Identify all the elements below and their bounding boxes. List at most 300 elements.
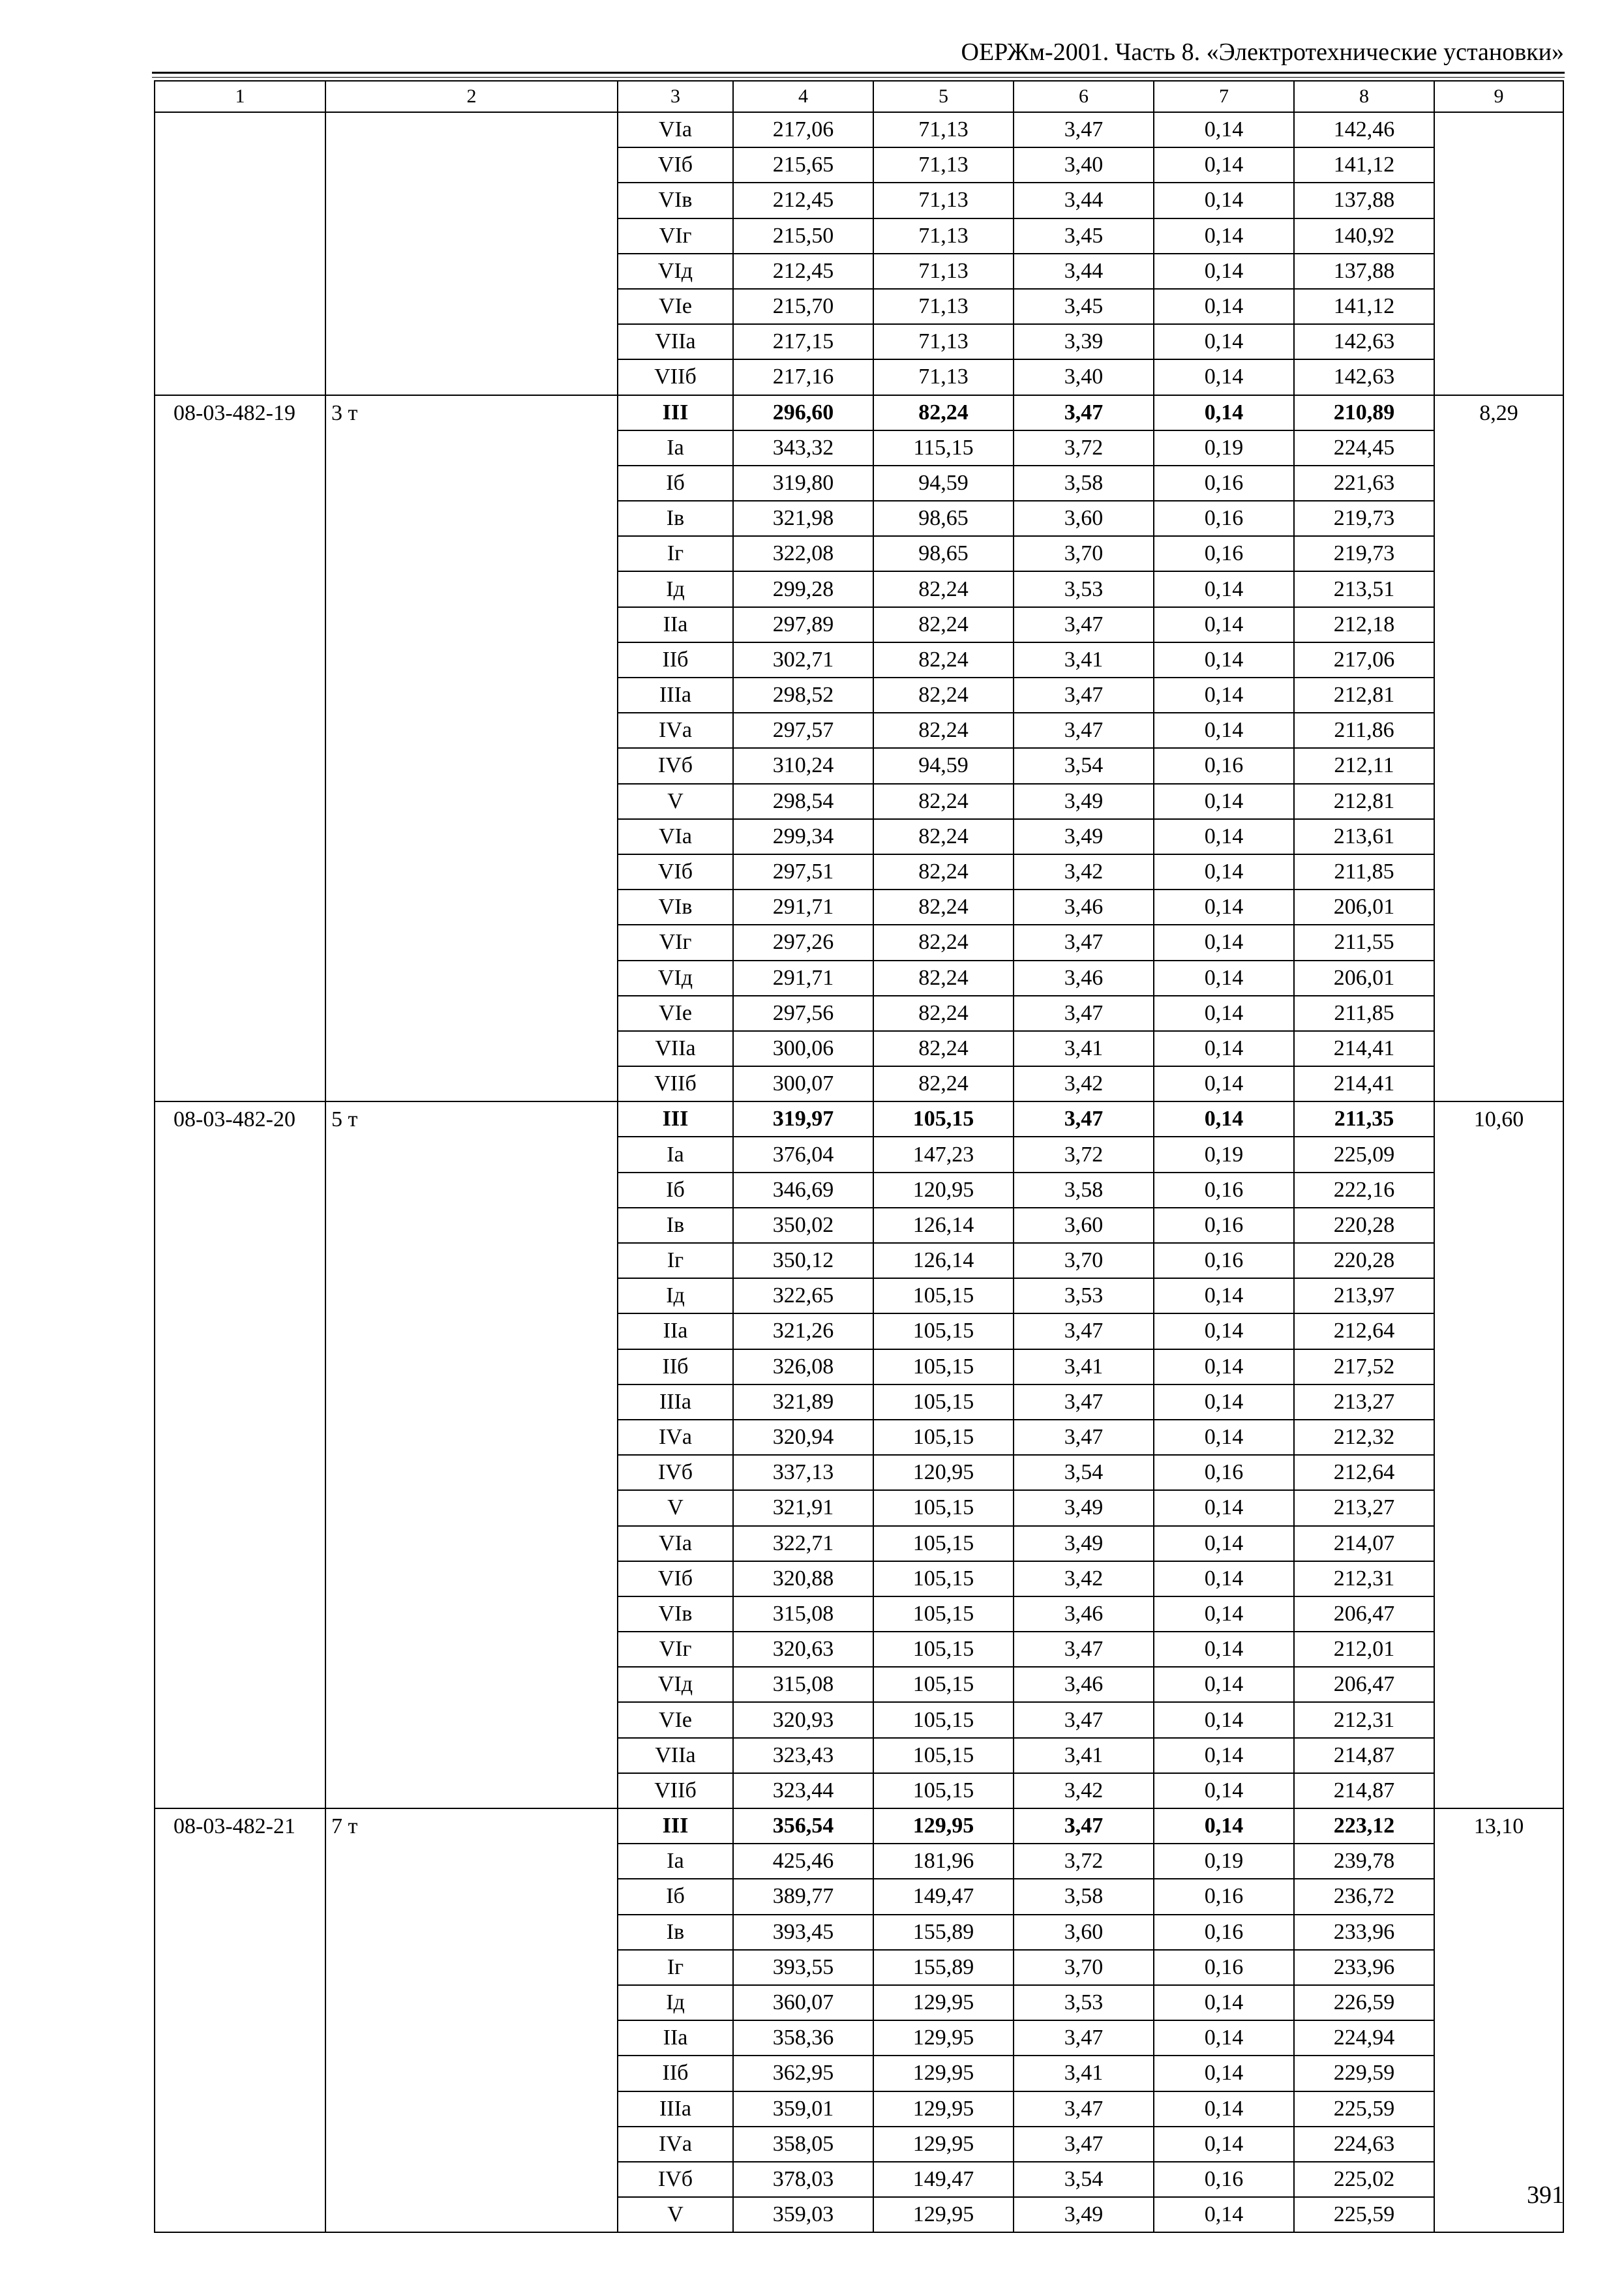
wage-cell: 82,24 xyxy=(873,607,1014,642)
material-cell: 211,35 xyxy=(1294,1101,1434,1137)
zone-cell: Iв xyxy=(618,1915,733,1950)
zone-cell: IIа xyxy=(618,1313,733,1349)
operator-wage-cell: 0,14 xyxy=(1154,1031,1294,1066)
zone-cell: IVа xyxy=(618,2127,733,2162)
base-price-cell: 291,71 xyxy=(733,890,873,925)
page-number: 391 xyxy=(1527,2181,1564,2209)
machine-cell: 3,70 xyxy=(1014,536,1154,571)
wage-cell: 129,95 xyxy=(873,1985,1014,2020)
zone-cell: VIв xyxy=(618,183,733,218)
base-price-cell: 297,57 xyxy=(733,713,873,748)
machine-cell: 3,47 xyxy=(1014,1420,1154,1455)
operator-wage-cell: 0,14 xyxy=(1154,890,1294,925)
zone-cell: Iб xyxy=(618,1879,733,1914)
wage-cell: 82,24 xyxy=(873,925,1014,960)
machine-cell: 3,60 xyxy=(1014,1915,1154,1950)
material-cell: 210,89 xyxy=(1294,395,1434,430)
rate-code-cell: 08-03-482-19 xyxy=(155,395,325,1102)
operator-wage-cell: 0,14 xyxy=(1154,183,1294,218)
base-price-cell: 378,03 xyxy=(733,2162,873,2197)
wage-cell: 82,24 xyxy=(873,571,1014,606)
header-rule-thick xyxy=(152,72,1565,74)
operator-wage-cell: 0,19 xyxy=(1154,430,1294,466)
material-cell: 211,85 xyxy=(1294,854,1434,890)
wage-cell: 126,14 xyxy=(873,1243,1014,1278)
zone-cell: VIIа xyxy=(618,324,733,359)
rate-code-cell: 08-03-482-21 xyxy=(155,1808,325,2232)
machine-cell: 3,42 xyxy=(1014,1561,1154,1596)
wage-cell: 181,96 xyxy=(873,1844,1014,1879)
material-cell: 141,12 xyxy=(1294,289,1434,324)
wage-cell: 82,24 xyxy=(873,395,1014,430)
zone-cell: Iб xyxy=(618,466,733,501)
material-cell: 233,96 xyxy=(1294,1950,1434,1985)
material-cell: 221,63 xyxy=(1294,466,1434,501)
zone-cell: III xyxy=(618,395,733,430)
material-cell: 212,31 xyxy=(1294,1702,1434,1737)
wage-cell: 129,95 xyxy=(873,2127,1014,2162)
wage-cell: 71,13 xyxy=(873,254,1014,289)
operator-wage-cell: 0,14 xyxy=(1154,147,1294,183)
machine-cell: 3,47 xyxy=(1014,607,1154,642)
material-cell: 212,18 xyxy=(1294,607,1434,642)
operator-wage-cell: 0,14 xyxy=(1154,1313,1294,1349)
wage-cell: 71,13 xyxy=(873,218,1014,254)
base-price-cell: 298,54 xyxy=(733,784,873,819)
header-rule-thin xyxy=(152,77,1565,78)
column-number: 5 xyxy=(873,81,1014,112)
operator-wage-cell: 0,14 xyxy=(1154,1985,1294,2020)
wage-cell: 94,59 xyxy=(873,748,1014,783)
zone-cell: IVб xyxy=(618,748,733,783)
column-number: 4 xyxy=(733,81,873,112)
base-price-cell: 315,08 xyxy=(733,1596,873,1632)
wage-cell: 120,95 xyxy=(873,1455,1014,1490)
zone-cell: VIе xyxy=(618,1702,733,1737)
material-cell: 229,59 xyxy=(1294,2056,1434,2091)
zone-cell: VIа xyxy=(618,112,733,147)
material-cell: 211,55 xyxy=(1294,925,1434,960)
wage-cell: 155,89 xyxy=(873,1950,1014,1985)
wage-cell: 105,15 xyxy=(873,1420,1014,1455)
material-cell: 214,07 xyxy=(1294,1526,1434,1561)
base-price-cell: 359,01 xyxy=(733,2091,873,2127)
base-price-cell: 299,28 xyxy=(733,571,873,606)
zone-cell: IIIа xyxy=(618,2091,733,2127)
material-cell: 212,81 xyxy=(1294,784,1434,819)
zone-cell: VIа xyxy=(618,1526,733,1561)
base-price-cell: 319,97 xyxy=(733,1101,873,1137)
base-price-cell: 297,89 xyxy=(733,607,873,642)
material-cell: 214,87 xyxy=(1294,1738,1434,1773)
operator-wage-cell: 0,14 xyxy=(1154,359,1294,395)
zone-cell: IIа xyxy=(618,2020,733,2056)
machine-cell: 3,47 xyxy=(1014,1808,1154,1844)
machine-cell: 3,42 xyxy=(1014,1773,1154,1808)
wage-cell: 120,95 xyxy=(873,1173,1014,1208)
machine-cell: 3,53 xyxy=(1014,1278,1154,1313)
machine-cell: 3,58 xyxy=(1014,466,1154,501)
base-price-cell: 322,08 xyxy=(733,536,873,571)
material-cell: 211,85 xyxy=(1294,996,1434,1031)
wage-cell: 149,47 xyxy=(873,1879,1014,1914)
base-price-cell: 356,54 xyxy=(733,1808,873,1844)
machine-cell: 3,46 xyxy=(1014,890,1154,925)
material-cell: 220,28 xyxy=(1294,1243,1434,1278)
machine-cell: 3,46 xyxy=(1014,961,1154,996)
material-cell: 226,59 xyxy=(1294,1985,1434,2020)
wage-cell: 129,95 xyxy=(873,1808,1014,1844)
zone-cell: V xyxy=(618,1490,733,1525)
material-cell: 219,73 xyxy=(1294,536,1434,571)
operator-wage-cell: 0,14 xyxy=(1154,254,1294,289)
zone-cell: VIв xyxy=(618,1596,733,1632)
base-price-cell: 326,08 xyxy=(733,1349,873,1384)
column-number: 9 xyxy=(1434,81,1563,112)
material-cell: 217,52 xyxy=(1294,1349,1434,1384)
material-cell: 142,46 xyxy=(1294,112,1434,147)
operator-wage-cell: 0,14 xyxy=(1154,713,1294,748)
operator-wage-cell: 0,19 xyxy=(1154,1137,1294,1172)
wage-cell: 155,89 xyxy=(873,1915,1014,1950)
wage-cell: 71,13 xyxy=(873,289,1014,324)
material-cell: 142,63 xyxy=(1294,324,1434,359)
operator-wage-cell: 0,14 xyxy=(1154,2127,1294,2162)
zone-cell: VIв xyxy=(618,890,733,925)
machine-cell: 3,39 xyxy=(1014,324,1154,359)
wage-cell: 105,15 xyxy=(873,1278,1014,1313)
machine-cell: 3,45 xyxy=(1014,289,1154,324)
material-cell: 224,45 xyxy=(1294,430,1434,466)
zone-cell: III xyxy=(618,1808,733,1844)
operator-wage-cell: 0,14 xyxy=(1154,819,1294,854)
wage-cell: 71,13 xyxy=(873,359,1014,395)
operator-wage-cell: 0,14 xyxy=(1154,218,1294,254)
machine-cell: 3,41 xyxy=(1014,2056,1154,2091)
machine-cell: 3,47 xyxy=(1014,925,1154,960)
table-row xyxy=(155,1101,1563,1137)
base-price-cell: 212,45 xyxy=(733,183,873,218)
operator-wage-cell: 0,14 xyxy=(1154,289,1294,324)
operator-wage-cell: 0,14 xyxy=(1154,1066,1294,1101)
operator-wage-cell: 0,14 xyxy=(1154,1526,1294,1561)
wage-cell: 105,15 xyxy=(873,1349,1014,1384)
base-price-cell: 298,52 xyxy=(733,678,873,713)
machine-cell: 3,40 xyxy=(1014,147,1154,183)
mass-coefficient-cell: 13,10 xyxy=(1434,1808,1563,2232)
wage-cell: 94,59 xyxy=(873,466,1014,501)
table-row xyxy=(155,1808,1563,1844)
operator-wage-cell: 0,14 xyxy=(1154,1596,1294,1632)
machine-cell: 3,49 xyxy=(1014,784,1154,819)
wage-cell: 82,24 xyxy=(873,961,1014,996)
operator-wage-cell: 0,14 xyxy=(1154,961,1294,996)
wage-cell: 126,14 xyxy=(873,1208,1014,1243)
operator-wage-cell: 0,14 xyxy=(1154,1384,1294,1420)
operator-wage-cell: 0,14 xyxy=(1154,1420,1294,1455)
machine-cell: 3,46 xyxy=(1014,1667,1154,1702)
base-price-cell: 321,26 xyxy=(733,1313,873,1349)
wage-cell: 105,15 xyxy=(873,1773,1014,1808)
material-cell: 213,97 xyxy=(1294,1278,1434,1313)
zone-cell: Iг xyxy=(618,1243,733,1278)
operator-wage-cell: 0,14 xyxy=(1154,1349,1294,1384)
zone-cell: VIIб xyxy=(618,1066,733,1101)
material-cell: 239,78 xyxy=(1294,1844,1434,1879)
machine-cell: 3,72 xyxy=(1014,1137,1154,1172)
material-cell: 212,64 xyxy=(1294,1455,1434,1490)
machine-cell: 3,60 xyxy=(1014,1208,1154,1243)
material-cell: 225,09 xyxy=(1294,1137,1434,1172)
zone-cell: VIг xyxy=(618,1632,733,1667)
machine-cell: 3,46 xyxy=(1014,1596,1154,1632)
material-cell: 206,47 xyxy=(1294,1596,1434,1632)
material-cell: 213,51 xyxy=(1294,571,1434,606)
base-price-cell: 302,71 xyxy=(733,642,873,678)
operator-wage-cell: 0,14 xyxy=(1154,784,1294,819)
wage-cell: 82,24 xyxy=(873,1066,1014,1101)
material-cell: 142,63 xyxy=(1294,359,1434,395)
machine-cell: 3,47 xyxy=(1014,1313,1154,1349)
machine-cell: 3,47 xyxy=(1014,395,1154,430)
material-cell: 224,63 xyxy=(1294,2127,1434,2162)
material-cell: 225,02 xyxy=(1294,2162,1434,2197)
zone-cell: Iа xyxy=(618,1844,733,1879)
operator-wage-cell: 0,14 xyxy=(1154,1702,1294,1737)
base-price-cell: 322,65 xyxy=(733,1278,873,1313)
operator-wage-cell: 0,14 xyxy=(1154,2056,1294,2091)
base-price-cell: 343,32 xyxy=(733,430,873,466)
base-price-cell: 300,07 xyxy=(733,1066,873,1101)
operator-wage-cell: 0,14 xyxy=(1154,571,1294,606)
base-price-cell: 346,69 xyxy=(733,1173,873,1208)
zone-cell: V xyxy=(618,784,733,819)
base-price-cell: 212,45 xyxy=(733,254,873,289)
zone-cell: VIд xyxy=(618,961,733,996)
mass-cell: 3 т xyxy=(325,395,618,1102)
machine-cell: 3,54 xyxy=(1014,2162,1154,2197)
operator-wage-cell: 0,14 xyxy=(1154,2197,1294,2232)
wage-cell: 105,15 xyxy=(873,1632,1014,1667)
base-price-cell: 217,15 xyxy=(733,324,873,359)
base-price-cell: 296,60 xyxy=(733,395,873,430)
machine-cell: 3,49 xyxy=(1014,1490,1154,1525)
base-price-cell: 215,70 xyxy=(733,289,873,324)
operator-wage-cell: 0,14 xyxy=(1154,607,1294,642)
material-cell: 211,86 xyxy=(1294,713,1434,748)
base-price-cell: 297,56 xyxy=(733,996,873,1031)
wage-cell: 82,24 xyxy=(873,819,1014,854)
base-price-cell: 323,43 xyxy=(733,1738,873,1773)
zone-cell: Iг xyxy=(618,1950,733,1985)
operator-wage-cell: 0,16 xyxy=(1154,1173,1294,1208)
base-price-cell: 389,77 xyxy=(733,1879,873,1914)
base-price-cell: 359,03 xyxy=(733,2197,873,2232)
material-cell: 224,94 xyxy=(1294,2020,1434,2056)
zone-cell: IIIа xyxy=(618,1384,733,1420)
machine-cell: 3,47 xyxy=(1014,996,1154,1031)
column-number: 1 xyxy=(155,81,325,112)
machine-cell: 3,49 xyxy=(1014,819,1154,854)
zone-cell: IVа xyxy=(618,1420,733,1455)
zone-cell: VIIб xyxy=(618,1773,733,1808)
mass-coefficient-cell xyxy=(1434,112,1563,395)
base-price-cell: 297,26 xyxy=(733,925,873,960)
operator-wage-cell: 0,14 xyxy=(1154,925,1294,960)
operator-wage-cell: 0,14 xyxy=(1154,1773,1294,1808)
rate-code-cell xyxy=(155,112,325,395)
column-number-row xyxy=(155,81,1563,112)
machine-cell: 3,54 xyxy=(1014,748,1154,783)
machine-cell: 3,44 xyxy=(1014,183,1154,218)
operator-wage-cell: 0,14 xyxy=(1154,112,1294,147)
zone-cell: IVб xyxy=(618,2162,733,2197)
wage-cell: 147,23 xyxy=(873,1137,1014,1172)
wage-cell: 71,13 xyxy=(873,147,1014,183)
base-price-cell: 358,36 xyxy=(733,2020,873,2056)
zone-cell: IIа xyxy=(618,607,733,642)
machine-cell: 3,53 xyxy=(1014,1985,1154,2020)
operator-wage-cell: 0,14 xyxy=(1154,1490,1294,1525)
material-cell: 233,96 xyxy=(1294,1915,1434,1950)
wage-cell: 105,15 xyxy=(873,1596,1014,1632)
wage-cell: 82,24 xyxy=(873,642,1014,678)
operator-wage-cell: 0,16 xyxy=(1154,748,1294,783)
base-price-cell: 362,95 xyxy=(733,2056,873,2091)
material-cell: 212,81 xyxy=(1294,678,1434,713)
zone-cell: Iа xyxy=(618,430,733,466)
machine-cell: 3,58 xyxy=(1014,1879,1154,1914)
operator-wage-cell: 0,14 xyxy=(1154,2020,1294,2056)
material-cell: 212,64 xyxy=(1294,1313,1434,1349)
base-price-cell: 323,44 xyxy=(733,1773,873,1808)
material-cell: 225,59 xyxy=(1294,2091,1434,2127)
operator-wage-cell: 0,14 xyxy=(1154,1561,1294,1596)
operator-wage-cell: 0,16 xyxy=(1154,1879,1294,1914)
machine-cell: 3,47 xyxy=(1014,1632,1154,1667)
material-cell: 213,27 xyxy=(1294,1384,1434,1420)
operator-wage-cell: 0,14 xyxy=(1154,1101,1294,1137)
zone-cell: IIб xyxy=(618,2056,733,2091)
machine-cell: 3,49 xyxy=(1014,2197,1154,2232)
machine-cell: 3,47 xyxy=(1014,112,1154,147)
base-price-cell: 321,89 xyxy=(733,1384,873,1420)
machine-cell: 3,40 xyxy=(1014,359,1154,395)
wage-cell: 82,24 xyxy=(873,1031,1014,1066)
machine-cell: 3,44 xyxy=(1014,254,1154,289)
zone-cell: Iв xyxy=(618,1208,733,1243)
mass-cell: 7 т xyxy=(325,1808,618,2232)
wage-cell: 71,13 xyxy=(873,324,1014,359)
zone-cell: VIIа xyxy=(618,1738,733,1773)
wage-cell: 71,13 xyxy=(873,183,1014,218)
machine-cell: 3,47 xyxy=(1014,1702,1154,1737)
operator-wage-cell: 0,16 xyxy=(1154,1950,1294,1985)
wage-cell: 71,13 xyxy=(873,112,1014,147)
base-price-cell: 337,13 xyxy=(733,1455,873,1490)
wage-cell: 105,15 xyxy=(873,1738,1014,1773)
material-cell: 214,41 xyxy=(1294,1031,1434,1066)
wage-cell: 105,15 xyxy=(873,1490,1014,1525)
material-cell: 206,01 xyxy=(1294,890,1434,925)
zone-cell: IVа xyxy=(618,713,733,748)
material-cell: 219,73 xyxy=(1294,501,1434,536)
table-row xyxy=(155,395,1563,430)
machine-cell: 3,42 xyxy=(1014,1066,1154,1101)
material-cell: 140,92 xyxy=(1294,218,1434,254)
machine-cell: 3,58 xyxy=(1014,1173,1154,1208)
mass-cell xyxy=(325,112,618,395)
operator-wage-cell: 0,14 xyxy=(1154,2091,1294,2127)
operator-wage-cell: 0,14 xyxy=(1154,996,1294,1031)
operator-wage-cell: 0,16 xyxy=(1154,1915,1294,1950)
machine-cell: 3,72 xyxy=(1014,430,1154,466)
zone-cell: IIIа xyxy=(618,678,733,713)
wage-cell: 105,15 xyxy=(873,1313,1014,1349)
zone-cell: VIб xyxy=(618,147,733,183)
wage-cell: 105,15 xyxy=(873,1526,1014,1561)
zone-cell: VIб xyxy=(618,1561,733,1596)
operator-wage-cell: 0,16 xyxy=(1154,536,1294,571)
base-price-cell: 321,98 xyxy=(733,501,873,536)
wage-cell: 129,95 xyxy=(873,2091,1014,2127)
zone-cell: Iд xyxy=(618,571,733,606)
base-price-cell: 320,94 xyxy=(733,1420,873,1455)
zone-cell: III xyxy=(618,1101,733,1137)
base-price-cell: 215,50 xyxy=(733,218,873,254)
machine-cell: 3,60 xyxy=(1014,501,1154,536)
machine-cell: 3,41 xyxy=(1014,1031,1154,1066)
machine-cell: 3,45 xyxy=(1014,218,1154,254)
base-price-cell: 358,05 xyxy=(733,2127,873,2162)
operator-wage-cell: 0,14 xyxy=(1154,1667,1294,1702)
material-cell: 137,88 xyxy=(1294,254,1434,289)
wage-cell: 98,65 xyxy=(873,501,1014,536)
material-cell: 213,27 xyxy=(1294,1490,1434,1525)
machine-cell: 3,54 xyxy=(1014,1455,1154,1490)
machine-cell: 3,53 xyxy=(1014,571,1154,606)
machine-cell: 3,47 xyxy=(1014,713,1154,748)
rate-code-cell: 08-03-482-20 xyxy=(155,1101,325,1808)
mass-coefficient-cell: 10,60 xyxy=(1434,1101,1563,1808)
material-cell: 236,72 xyxy=(1294,1879,1434,1914)
wage-cell: 105,15 xyxy=(873,1702,1014,1737)
zone-cell: V xyxy=(618,2197,733,2232)
machine-cell: 3,47 xyxy=(1014,2091,1154,2127)
wage-cell: 129,95 xyxy=(873,2020,1014,2056)
zone-cell: Iв xyxy=(618,501,733,536)
wage-cell: 129,95 xyxy=(873,2056,1014,2091)
rates-table-body xyxy=(155,81,1563,2232)
material-cell: 212,01 xyxy=(1294,1632,1434,1667)
base-price-cell: 393,45 xyxy=(733,1915,873,1950)
base-price-cell: 320,63 xyxy=(733,1632,873,1667)
operator-wage-cell: 0,16 xyxy=(1154,1455,1294,1490)
operator-wage-cell: 0,14 xyxy=(1154,1632,1294,1667)
operator-wage-cell: 0,16 xyxy=(1154,1243,1294,1278)
machine-cell: 3,49 xyxy=(1014,1526,1154,1561)
mass-coefficient-cell: 8,29 xyxy=(1434,395,1563,1102)
wage-cell: 105,15 xyxy=(873,1561,1014,1596)
base-price-cell: 320,88 xyxy=(733,1561,873,1596)
operator-wage-cell: 0,14 xyxy=(1154,1808,1294,1844)
operator-wage-cell: 0,14 xyxy=(1154,854,1294,890)
rates-table xyxy=(154,80,1564,2233)
machine-cell: 3,70 xyxy=(1014,1243,1154,1278)
machine-cell: 3,41 xyxy=(1014,1349,1154,1384)
machine-cell: 3,41 xyxy=(1014,1738,1154,1773)
zone-cell: VIIб xyxy=(618,359,733,395)
